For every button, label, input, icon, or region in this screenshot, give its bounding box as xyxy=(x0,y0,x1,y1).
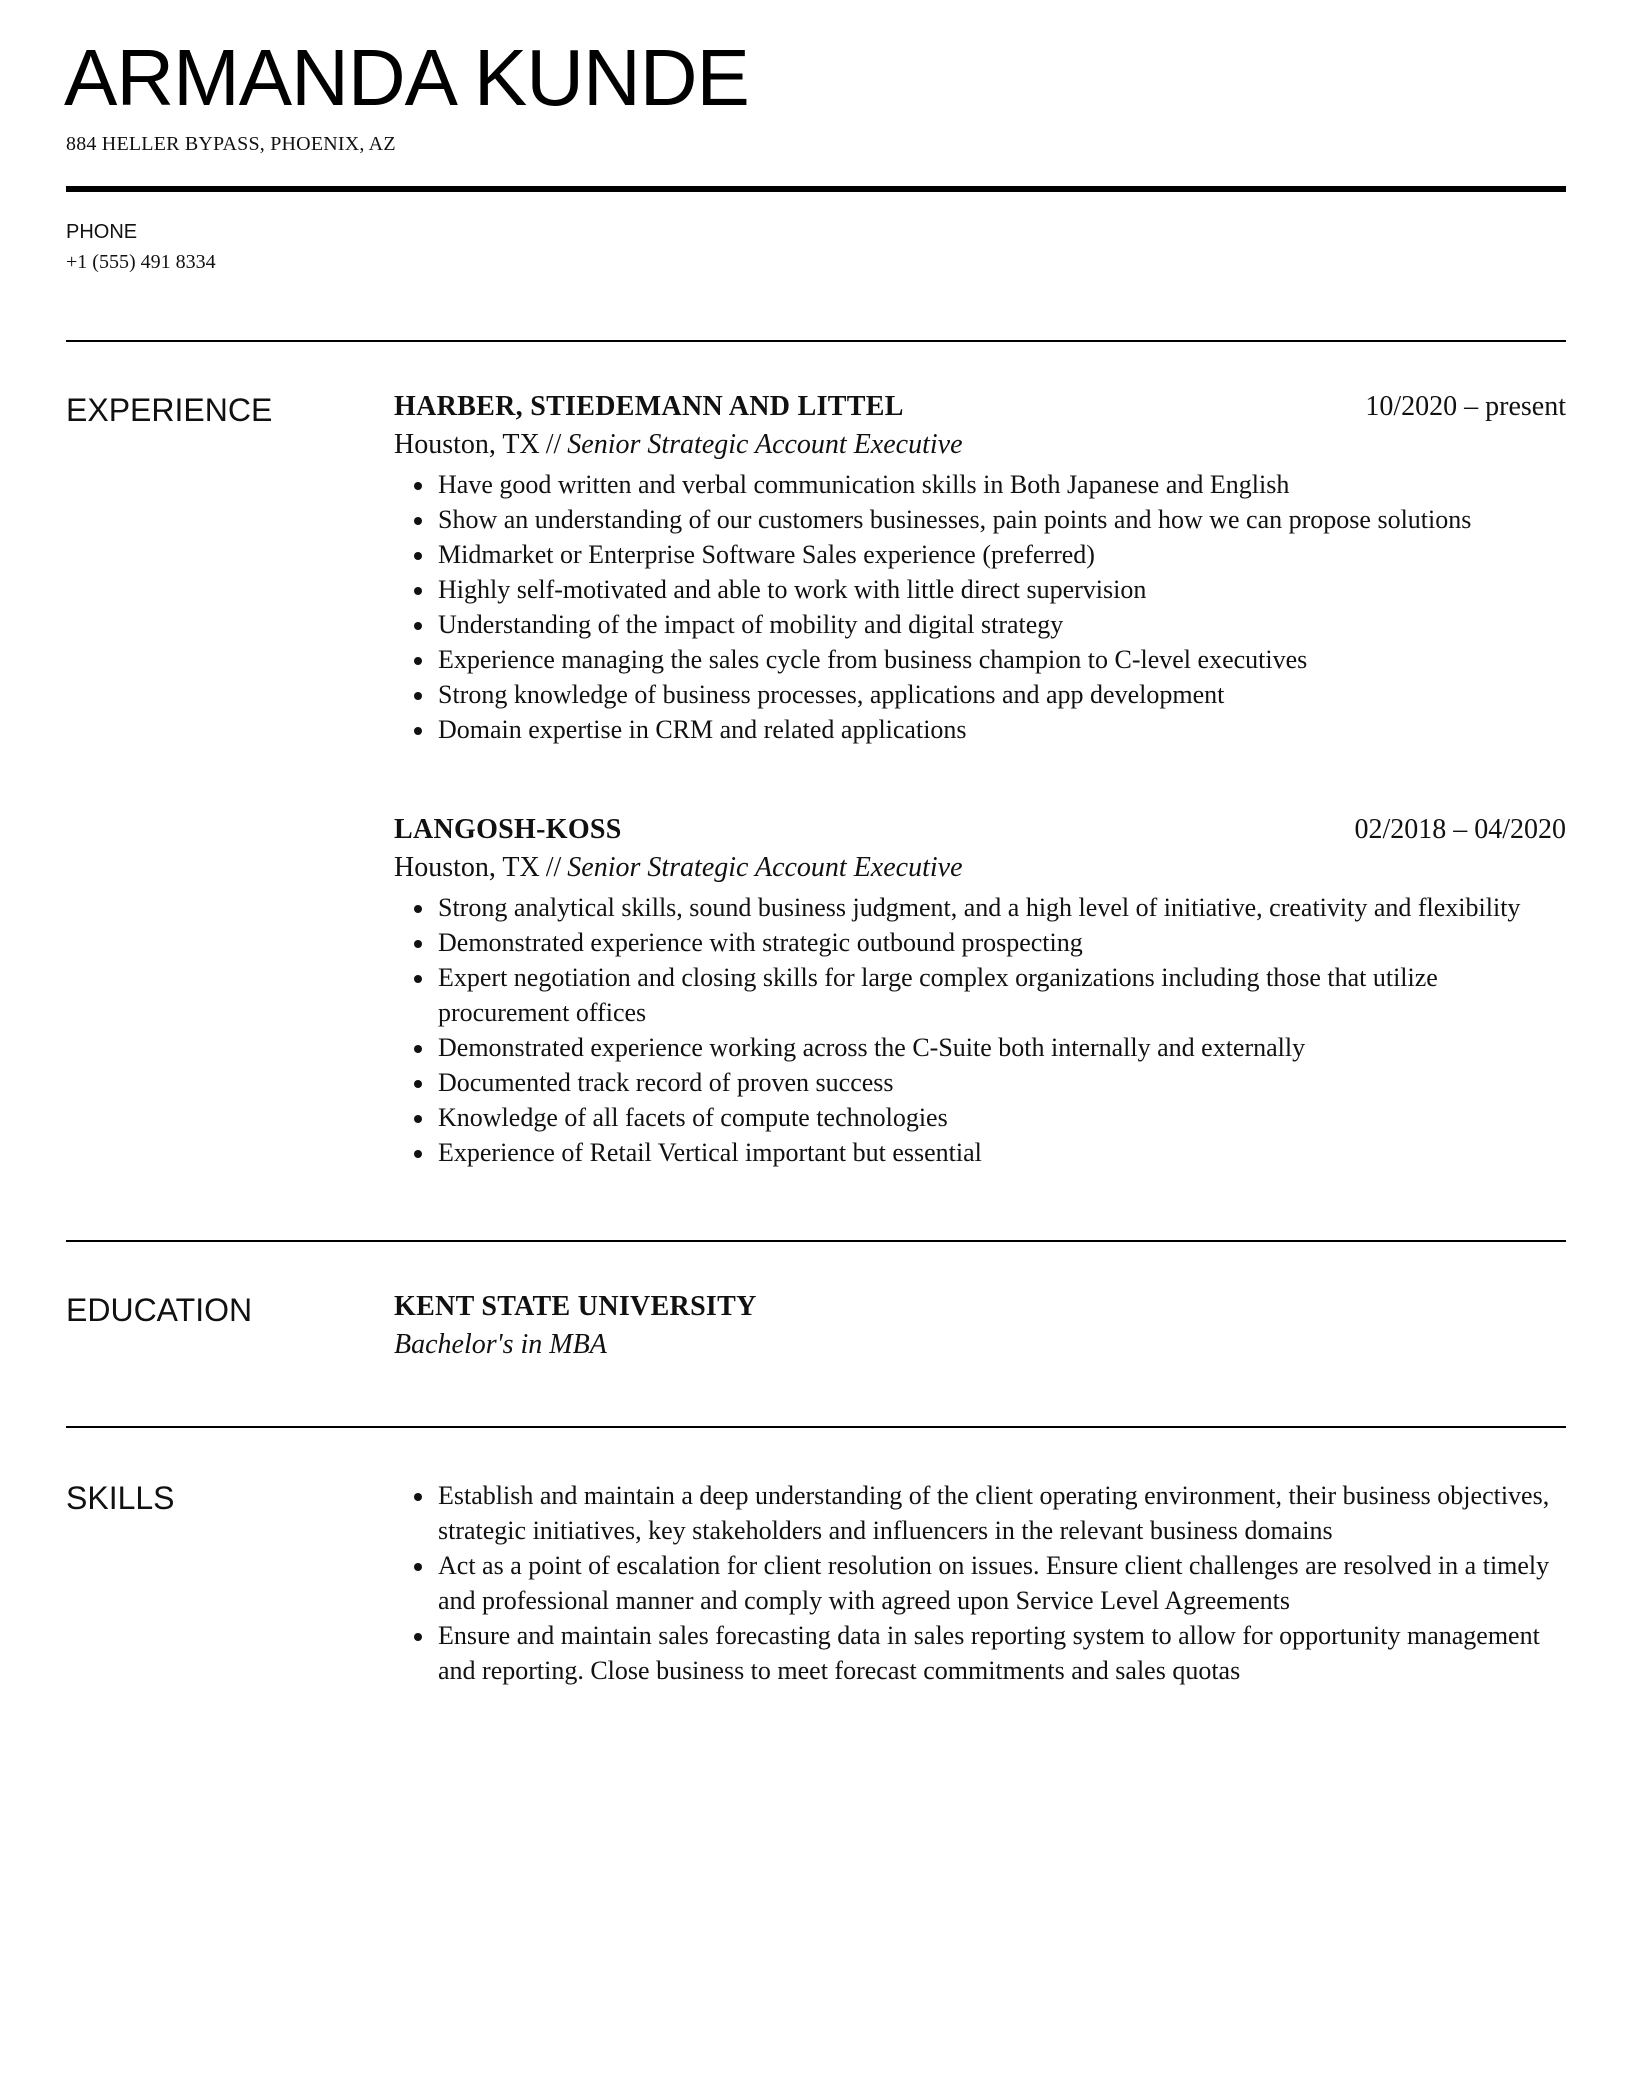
experience-entry xyxy=(394,813,1566,1170)
location-title-separator: // xyxy=(545,428,562,460)
list-item: • Domain expertise in CRM and related applications xyxy=(436,712,1566,747)
list-item: • Understanding of the impact of mobility and digital strategy xyxy=(436,607,1566,642)
list-item: • Midmarket or Enterprise Software Sales experience (preferred) xyxy=(436,537,1566,572)
experience-section xyxy=(66,390,1566,1170)
skills-heading: SKILLS xyxy=(66,1479,175,1516)
experience-entry xyxy=(394,390,1566,747)
experience-entry-header xyxy=(394,813,1566,847)
degree: Bachelor's in MBA xyxy=(394,1328,607,1360)
contact-divider xyxy=(66,340,1566,342)
candidate-address: 884 HELLER BYPASS, PHOENIX, AZ xyxy=(66,133,396,155)
education-heading: EDUCATION xyxy=(66,1292,253,1329)
job-location-title xyxy=(394,851,1566,885)
list-item: • Experience of Retail Vertical important but essential xyxy=(436,1135,1566,1170)
education-entry xyxy=(394,1290,1566,1361)
company-name: LANGOSH-KOSS xyxy=(394,814,622,846)
company-name: HARBER, STIEDEMANN AND LITTEL xyxy=(394,391,904,422)
list-item: • Act as a point of escalation for client resolution on issues. Ensure client challenges are resolved in a timely and professional manner and comply with agreed upon Service Level Agreements xyxy=(436,1548,1566,1618)
location-title-separator: // xyxy=(545,851,562,883)
job-location: Houston, TX xyxy=(394,851,540,883)
list-item: • Strong knowledge of business processes, applications and app development xyxy=(436,677,1566,712)
job-title: Senior Strategic Account Executive xyxy=(567,428,963,460)
list-item: • Expert negotiation and closing skills for large complex organizations including those that utilize procurement offices xyxy=(436,960,1566,1030)
skills-section xyxy=(66,1478,1566,1688)
skills-list xyxy=(394,1478,1566,1688)
list-item: • Strong analytical skills, sound business judgment, and a high level of initiative, creativity and flexibility xyxy=(436,890,1566,925)
list-item: • Documented track record of proven success xyxy=(436,1065,1566,1100)
job-location: Houston, TX xyxy=(394,428,540,460)
experience-list xyxy=(394,390,1566,1170)
list-item: • Show an understanding of our customers businesses, pain points and how we can propose solutions xyxy=(436,502,1566,537)
list-item: • Highly self-motivated and able to work with little direct supervision xyxy=(436,572,1566,607)
job-location-title xyxy=(394,428,1566,462)
job-title: Senior Strategic Account Executive xyxy=(567,851,963,883)
education-divider xyxy=(66,1426,1566,1428)
experience-entry-header xyxy=(394,390,1566,424)
phone-label: PHONE xyxy=(66,221,138,243)
list-item: • Have good written and verbal communication skills in Both Japanese and English xyxy=(436,467,1566,502)
list-item: • Experience managing the sales cycle from business champion to C-level executives xyxy=(436,642,1566,677)
responsibilities-list xyxy=(394,467,1566,747)
experience-heading: EXPERIENCE xyxy=(66,392,273,428)
experience-divider xyxy=(66,1240,1566,1242)
list-item: • Demonstrated experience with strategic outbound prospecting xyxy=(436,925,1566,960)
education-section xyxy=(66,1290,1566,1361)
responsibilities-list xyxy=(394,890,1566,1170)
employment-dates: 02/2018 – 04/2020 xyxy=(1354,814,1566,846)
candidate-name: ARMANDA KUNDE xyxy=(64,33,749,122)
resume-page xyxy=(66,0,1566,1688)
list-item: • Ensure and maintain sales forecasting data in sales reporting system to allow for opportunity management and reporting. Close business to meet forecast commitments and sales quotas xyxy=(436,1618,1566,1688)
list-item: • Demonstrated experience working across the C-Suite both internally and externally xyxy=(436,1030,1566,1065)
school-name: KENT STATE UNIVERSITY xyxy=(394,1291,757,1323)
skills-list-container xyxy=(394,1478,1566,1688)
header-divider xyxy=(66,186,1566,192)
list-item: • Knowledge of all facets of compute technologies xyxy=(436,1100,1566,1135)
phone-value: +1 (555) 491 8334 xyxy=(66,251,216,273)
employment-dates: 10/2020 – present xyxy=(1365,391,1566,422)
list-item: • Establish and maintain a deep understanding of the client operating environment, their business objectives, strategic initiatives, key stakeholders and influencers in the relevant business domains xyxy=(436,1478,1566,1548)
